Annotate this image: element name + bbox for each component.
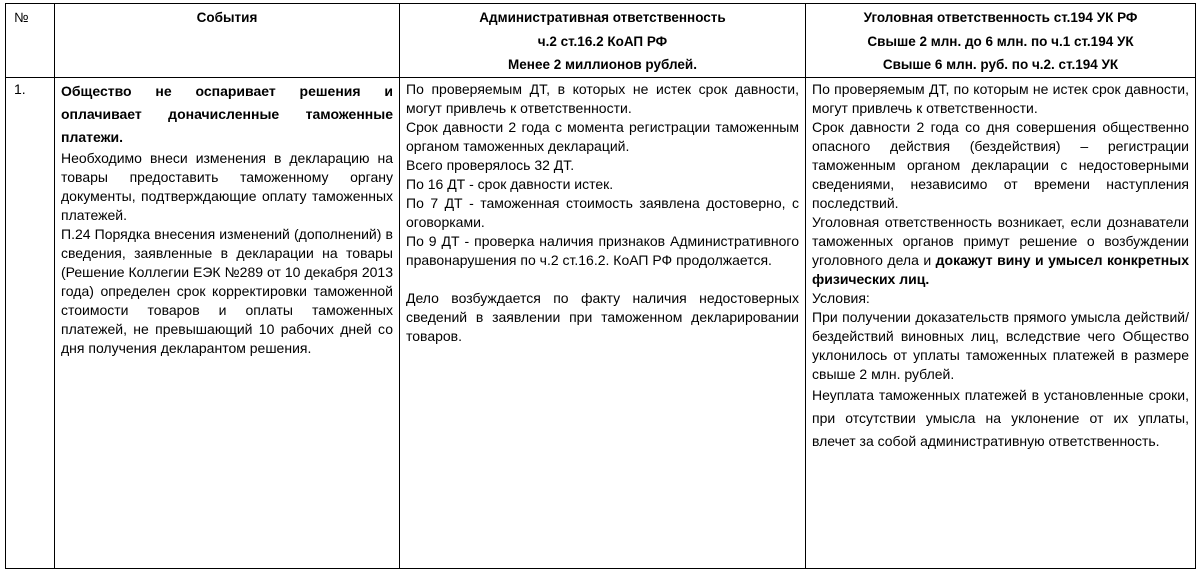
criminal-paragraph	[812, 213, 1189, 289]
criminal-condition-bold: докажут вину и умысел конкретных физических лиц.	[812, 251, 1190, 287]
criminal-paragraph: Неуплата таможенных платежей в установленные сроки, при отсутствии умысла на уклонение от их уплаты, влечет за собой административную ответственность.	[812, 386, 1189, 449]
admin-paragraph: Всего проверялось 32 ДТ.	[406, 156, 575, 173]
header-criminal	[806, 4, 1196, 78]
admin-cell	[400, 77, 806, 568]
criminal-paragraph: Условия:	[812, 289, 870, 306]
header-criminal-line-2: Свыше 2 млн. до 6 млн. по ч.1 ст.194 УК	[867, 33, 1134, 49]
events-paragraph: П.24 Порядка внесения изменений (дополнений) в сведения, заявленные в декларации на товары (Решение Коллегии ЕЭК №289 от 10 декабря 2013 года) определен срок корректировки таможенной стоимости товаров и оплаты таможенных платежей, не превышающий 10 рабочих дней со дня получения декларантом решения.	[61, 225, 393, 356]
header-row	[6, 4, 1196, 78]
header-admin	[400, 4, 806, 78]
header-criminal-line-3: Свыше 6 млн. руб. по ч.2. ст.194 УК	[882, 57, 1119, 72]
events-cell	[55, 77, 400, 568]
admin-paragraph: По 7 ДТ - таможенная стоимость заявлена достоверно, с оговорками.	[406, 194, 799, 230]
table-row	[6, 77, 1196, 568]
admin-paragraph: По 9 ДТ - проверка наличия признаков Административного правонарушения по ч.2 ст.16.2. КоАП РФ продолжается.	[406, 232, 799, 268]
header-criminal-line-1: Уголовная ответственность ст.194 УК РФ	[863, 10, 1138, 25]
criminal-paragraph: При получении доказательств прямого умысла действий/бездействий виновных лиц, вследствие чего Общество уклонилось от уплаты таможенных платежей в размере свыше 2 млн. рублей.	[812, 308, 1189, 382]
admin-paragraph: Дело возбуждается по факту наличия недостоверных сведений в заявлении при таможенном декларировании товаров.	[406, 289, 799, 344]
admin-paragraph: По 16 ДТ - срок давности истек.	[406, 175, 614, 192]
header-events: События	[55, 4, 400, 78]
responsibility-table	[5, 3, 1196, 569]
paragraph-spacer	[406, 270, 799, 289]
criminal-paragraph: Срок давности 2 года со дня совершения общественно опасного действия (бездействия) – регистрации таможенным органом декларации с недостоверными сведениями, независимо от времени наступления последствий.	[812, 118, 1189, 211]
row-number: 1.	[6, 77, 55, 568]
criminal-paragraph: По проверяемым ДТ, по которым не истек срок давности, могут привлечь к ответственности.	[812, 80, 1189, 116]
events-paragraph: Необходимо внеси изменения в декларацию на товары предоставить таможенному органу документы, подтверждающие оплату таможенных платежей.	[61, 149, 393, 223]
admin-paragraph: Срок давности 2 года с момента регистрации таможенным органом таможенных деклараций.	[406, 118, 799, 154]
criminal-cell	[806, 77, 1196, 568]
header-admin-line-3: Менее 2 миллионов рублей.	[508, 57, 697, 72]
header-admin-line-2: ч.2 ст.16.2 КоАП РФ	[537, 33, 668, 49]
header-num: №	[6, 4, 55, 78]
events-lead: Общество не оспаривает решения и оплачивает доначисленные таможенные платежи.	[61, 82, 393, 145]
admin-paragraph: По проверяемым ДТ, в которых не истек срок давности, могут привлечь к ответственности.	[406, 80, 799, 116]
criminal-condition-text: Уголовная ответственность возникает, если дознаватели таможенных органов примут решение о возбуждении уголовного дела и	[812, 213, 1189, 268]
header-admin-line-1: Административная ответственность	[479, 10, 726, 25]
